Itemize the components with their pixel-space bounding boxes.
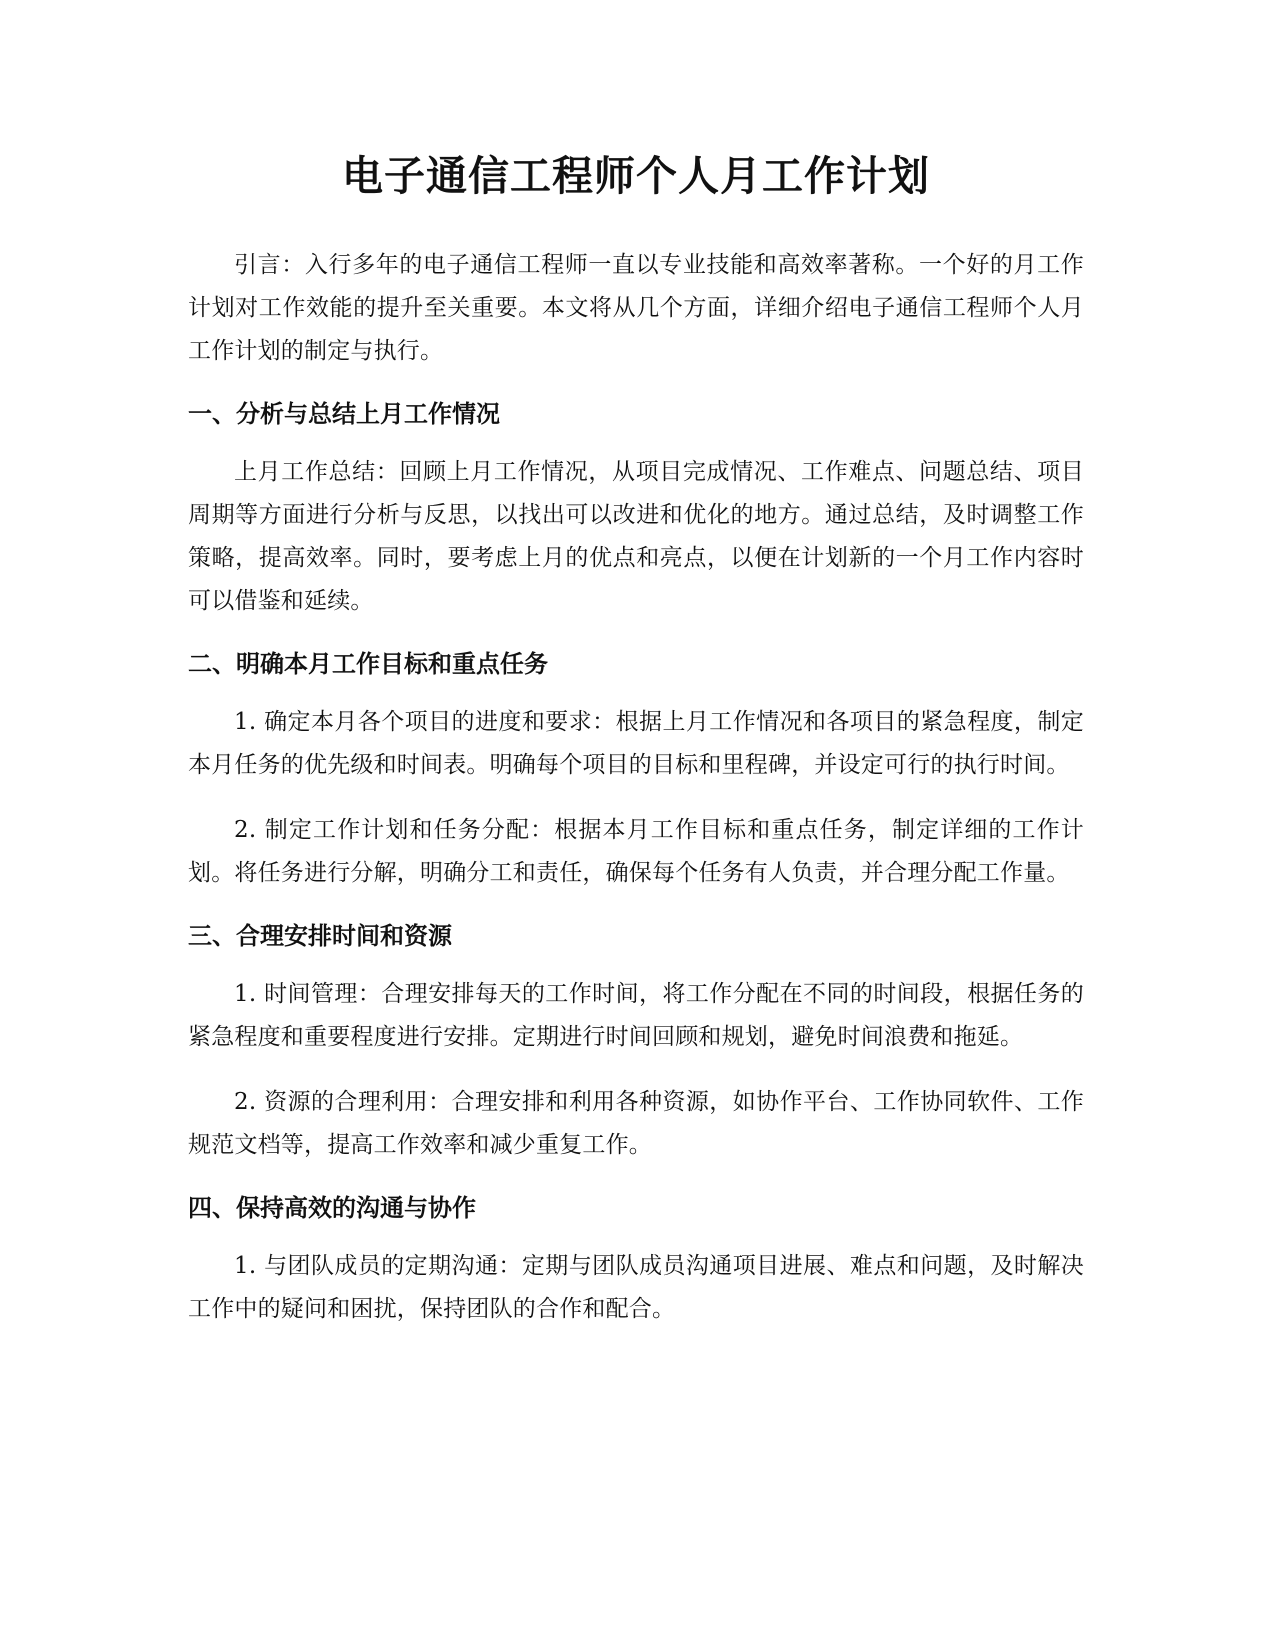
section-heading-2: 二、明确本月工作目标和重点任务 bbox=[188, 650, 548, 678]
section-4-paragraph-1: 1. 与团队成员的定期沟通：定期与团队成员沟通项目进展、难点和问题，及时解决工作中的疑问和困扰，保持团队的合作和配合。 bbox=[188, 1253, 1084, 1322]
section-heading-1: 一、分析与总结上月工作情况 bbox=[188, 400, 500, 428]
section-1-paragraph-1: 上月工作总结：回顾上月工作情况，从项目完成情况、工作难点、问题总结、项目周期等方面进行分析与反思，以找出可以改进和优化的地方。通过总结，及时调整工作策略，提高效率。同时，要考虑上月的优点和亮点，以便在计划新的一个月工作内容时可以借鉴和延续。 bbox=[188, 459, 1084, 614]
section-heading-4: 四、保持高效的沟通与协作 bbox=[188, 1194, 476, 1222]
document-title: 电子通信工程师个人月工作计划 bbox=[342, 152, 930, 200]
intro-paragraph: 引言：入行多年的电子通信工程师一直以专业技能和高效率著称。一个好的月工作计划对工作效能的提升至关重要。本文将从几个方面，详细介绍电子通信工程师个人月工作计划的制定与执行。 bbox=[188, 252, 1084, 364]
section-2-paragraph-1: 1. 确定本月各个项目的进度和要求：根据上月工作情况和各项目的紧急程度，制定本月任务的优先级和时间表。明确每个项目的目标和里程碑，并设定可行的执行时间。 bbox=[188, 709, 1084, 778]
section-2-paragraph-2: 2. 制定工作计划和任务分配：根据本月工作目标和重点任务，制定详细的工作计划。将任务进行分解，明确分工和责任，确保每个任务有人负责，并合理分配工作量。 bbox=[188, 817, 1084, 886]
section-heading-3: 三、合理安排时间和资源 bbox=[188, 922, 452, 950]
document-body bbox=[188, 150, 1084, 1353]
section-3-paragraph-1: 1. 时间管理：合理安排每天的工作时间，将工作分配在不同的时间段，根据任务的紧急程度和重要程度进行安排。定期进行时间回顾和规划，避免时间浪费和拖延。 bbox=[188, 981, 1084, 1050]
section-3-paragraph-2: 2. 资源的合理利用：合理安排和利用各种资源，如协作平台、工作协同软件、工作规范文档等，提高工作效率和减少重复工作。 bbox=[188, 1089, 1084, 1158]
